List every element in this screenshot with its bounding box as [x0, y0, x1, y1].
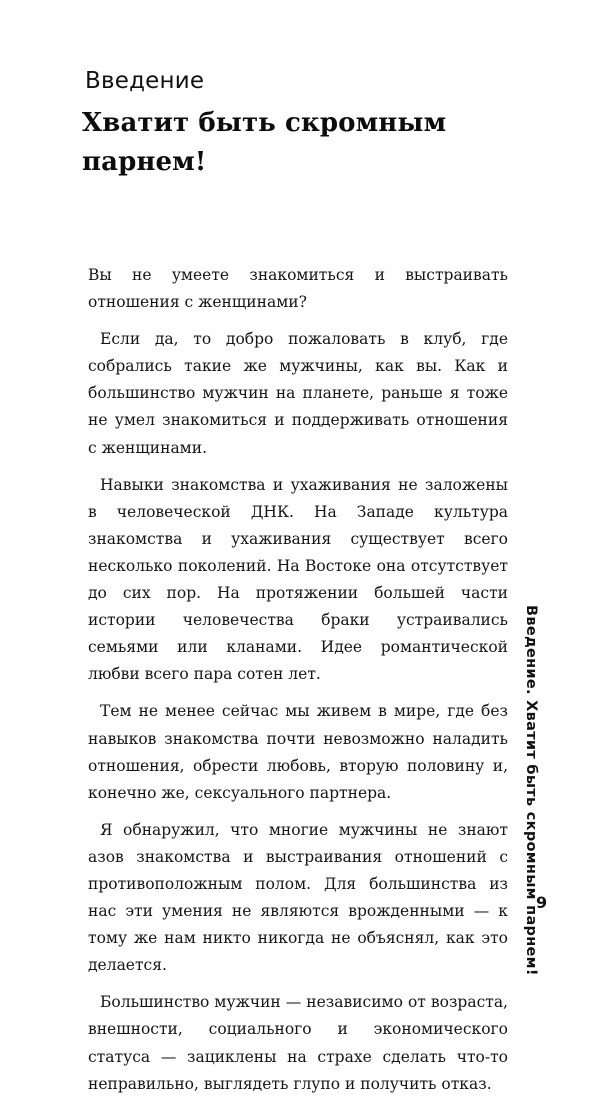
page-number: 9	[536, 893, 548, 912]
chapter-label: Введение	[85, 68, 205, 94]
paragraph-3: Навыки знакомства и ухаживания не заложены в человеческой ДНК. На Западе культура знакомства и ухаживания существует всего несколько поколений. На Востоке она отсутствует до сих пор. На протяжении большей части истории человечества браки устраивались семьями или кланами. Идее романтической любви всего пара сотен лет.	[88, 475, 508, 684]
paragraph-2: Если да, то добро пожаловать в клуб, где собрались такие же мужчины, как вы. Как и большинство мужчин на планете, раньше я тоже не умел знакомиться и поддерживать отношения с женщинами.	[88, 330, 508, 457]
paragraph-5: Я обнаружил, что многие мужчины не знают азов знакомства и выстраивания отношений с противоположным полом. Для большинства из нас эти умения не являются врожденными — к тому же нам никто никогда не объяснял, как это делается.	[88, 820, 508, 975]
body-text	[88, 262, 508, 1108]
paragraph-4: Тем не менее сейчас мы живем в мире, где без навыков знакомства почти невозможно наладить отношения, обрести любовь, вторую половину и, конечно же, сексуального партнера.	[88, 702, 508, 802]
paragraph-1: Вы не умеете знакомиться и выстраивать отношения с женщинами?	[88, 266, 508, 312]
running-head: Введение. Хватит быть скромным парнем!	[523, 605, 539, 976]
paragraph-6: Большинство мужчин — независимо от возраста, внешности, социального и экономического статуса — зациклены на страхе сделать что-то неправильно, выглядеть глупо и получить отказ.	[88, 993, 508, 1093]
chapter-title: Хватит быть скромным парнем!	[82, 108, 447, 177]
